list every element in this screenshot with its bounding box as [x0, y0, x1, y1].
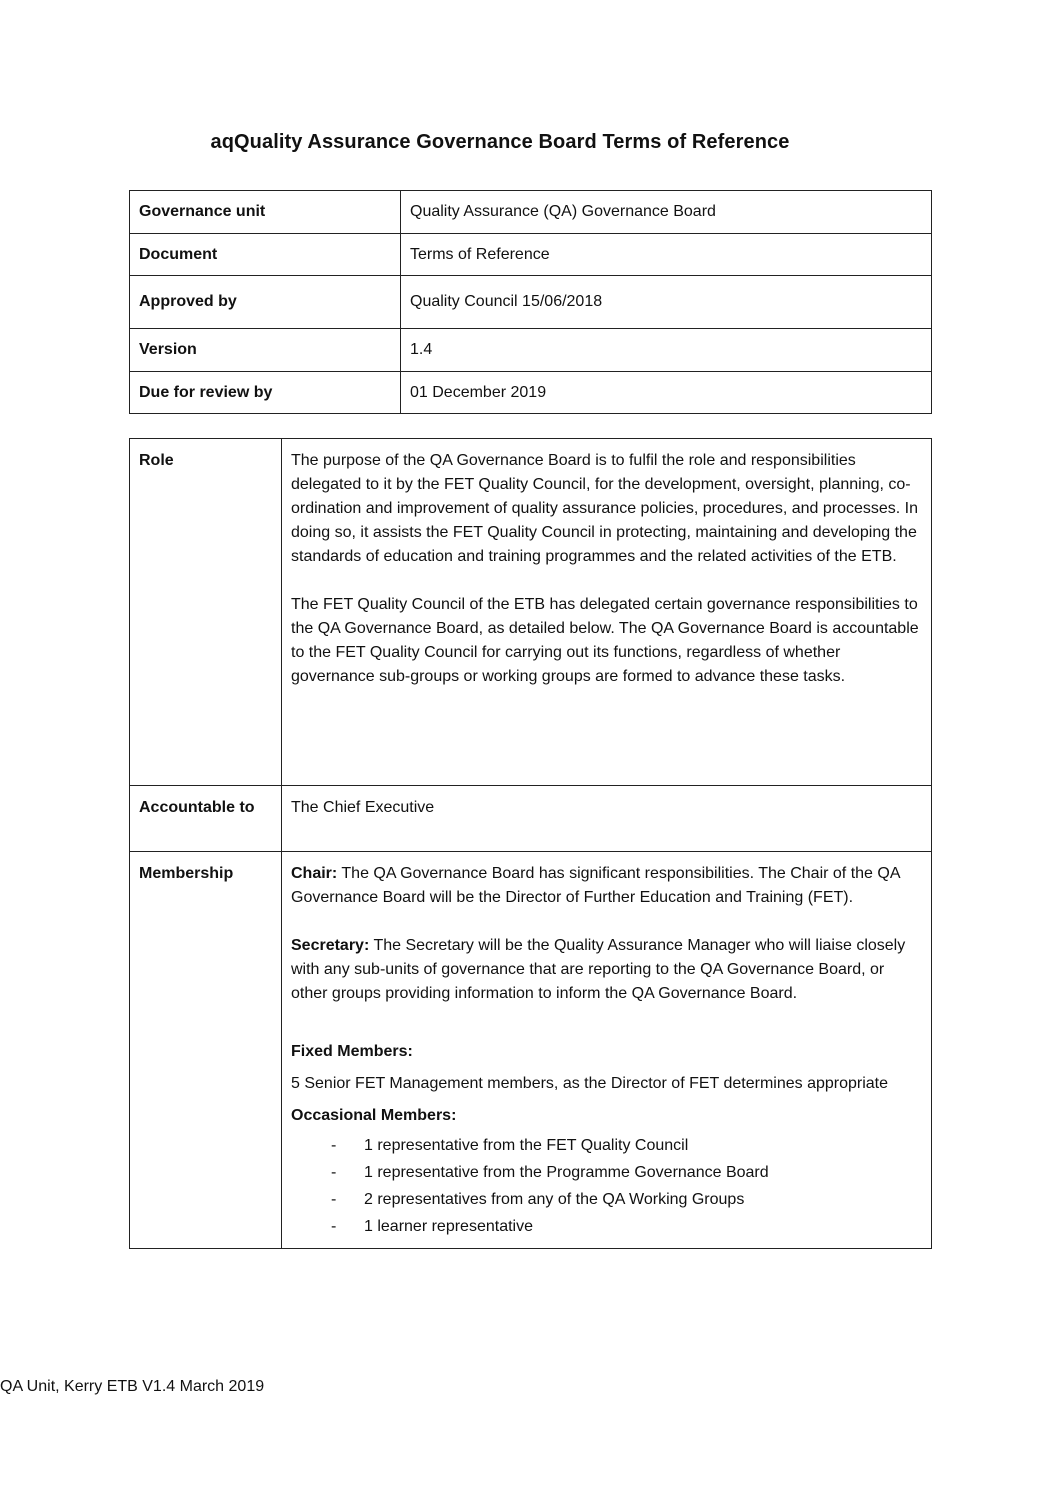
page-footer: QA Unit, Kerry ETB V1.4 March 2019: [0, 1378, 265, 1395]
bullet-dash: -: [331, 1137, 337, 1154]
fixed-members-text: 5 Senior FET Management members, as the Director of FET determines appropriate: [291, 1075, 889, 1092]
review-date-label: Due for review by: [130, 372, 401, 414]
role-paragraph: The FET Quality Council of the ETB has delegated certain governance responsibilities to the QA Governance Board, as detailed below. The QA Governance Board is accountable to the FET Quality Council for carrying out its functions, regardless of whether governance sub-groups or working groups are formed to advance these tasks.: [291, 596, 919, 685]
list-item: - 1 learner representative: [291, 1213, 922, 1240]
chair-paragraph: [291, 862, 922, 910]
approved-by-value: Quality Council 15/06/2018: [401, 276, 932, 329]
table-row: [130, 234, 932, 276]
accountable-label: Accountable to: [130, 786, 282, 852]
document-label: Document: [130, 234, 401, 276]
terms-table: [129, 438, 932, 1249]
version-value: 1.4: [401, 329, 932, 372]
role-row: [130, 439, 932, 786]
list-item: - 1 representative from the FET Quality Council: [291, 1132, 922, 1159]
membership-label: Membership: [130, 852, 282, 1249]
bullet-dash: -: [331, 1164, 337, 1181]
list-item: - 1 representative from the Programme Governance Board: [291, 1159, 922, 1186]
page-title: aqQuality Assurance Governance Board Terms of Reference: [210, 131, 790, 153]
document-value: Terms of Reference: [401, 234, 932, 276]
membership-content: [282, 852, 932, 1249]
secretary-text: The Secretary will be the Quality Assurance Manager who will liaise closely with any sub-units of governance that are reporting to the QA Governance Board, or other groups providing information to inform the QA Governance Board.: [291, 937, 906, 1002]
list-item: - 2 representatives from any of the QA Working Groups: [291, 1186, 922, 1213]
bullet-dash: -: [331, 1218, 337, 1235]
occasional-members-list: [291, 1132, 922, 1240]
approved-by-label: Approved by: [130, 276, 401, 329]
membership-row: [130, 852, 932, 1249]
secretary-label: Secretary:: [291, 937, 370, 954]
document-info-table: [129, 190, 932, 414]
accountable-row: [130, 786, 932, 852]
chair-text: The QA Governance Board has significant responsibilities. The Chair of the QA Governance Board will be the Director of Further Education and Training (FET).: [291, 865, 900, 906]
table-row: [130, 191, 932, 234]
table-row: [130, 329, 932, 372]
secretary-paragraph: [291, 934, 922, 1006]
role-label: Role: [130, 439, 282, 786]
chair-label: Chair:: [291, 865, 338, 882]
table-row: [130, 276, 932, 329]
table-row: [130, 372, 932, 414]
review-date-value: 01 December 2019: [401, 372, 932, 414]
role-paragraph: The purpose of the QA Governance Board is to fulfil the role and responsibilities delegated to it by the FET Quality Council, for the development, oversight, planning, co-ordination and improvement of quality assurance policies, procedures, and processes. In doing so, it assists the FET Quality Council in protecting, maintaining and developing the standards of education and training programmes and the related activities of the ETB.: [291, 452, 919, 565]
fixed-members-label: Fixed Members:: [291, 1043, 413, 1060]
accountable-value: The Chief Executive: [282, 786, 932, 852]
governance-unit-label: Governance unit: [130, 191, 401, 234]
role-content: [282, 439, 932, 786]
governance-unit-value: Quality Assurance (QA) Governance Board: [401, 191, 932, 234]
bullet-dash: -: [331, 1191, 337, 1208]
occasional-members-label: Occasional Members:: [291, 1107, 457, 1124]
version-label: Version: [130, 329, 401, 372]
